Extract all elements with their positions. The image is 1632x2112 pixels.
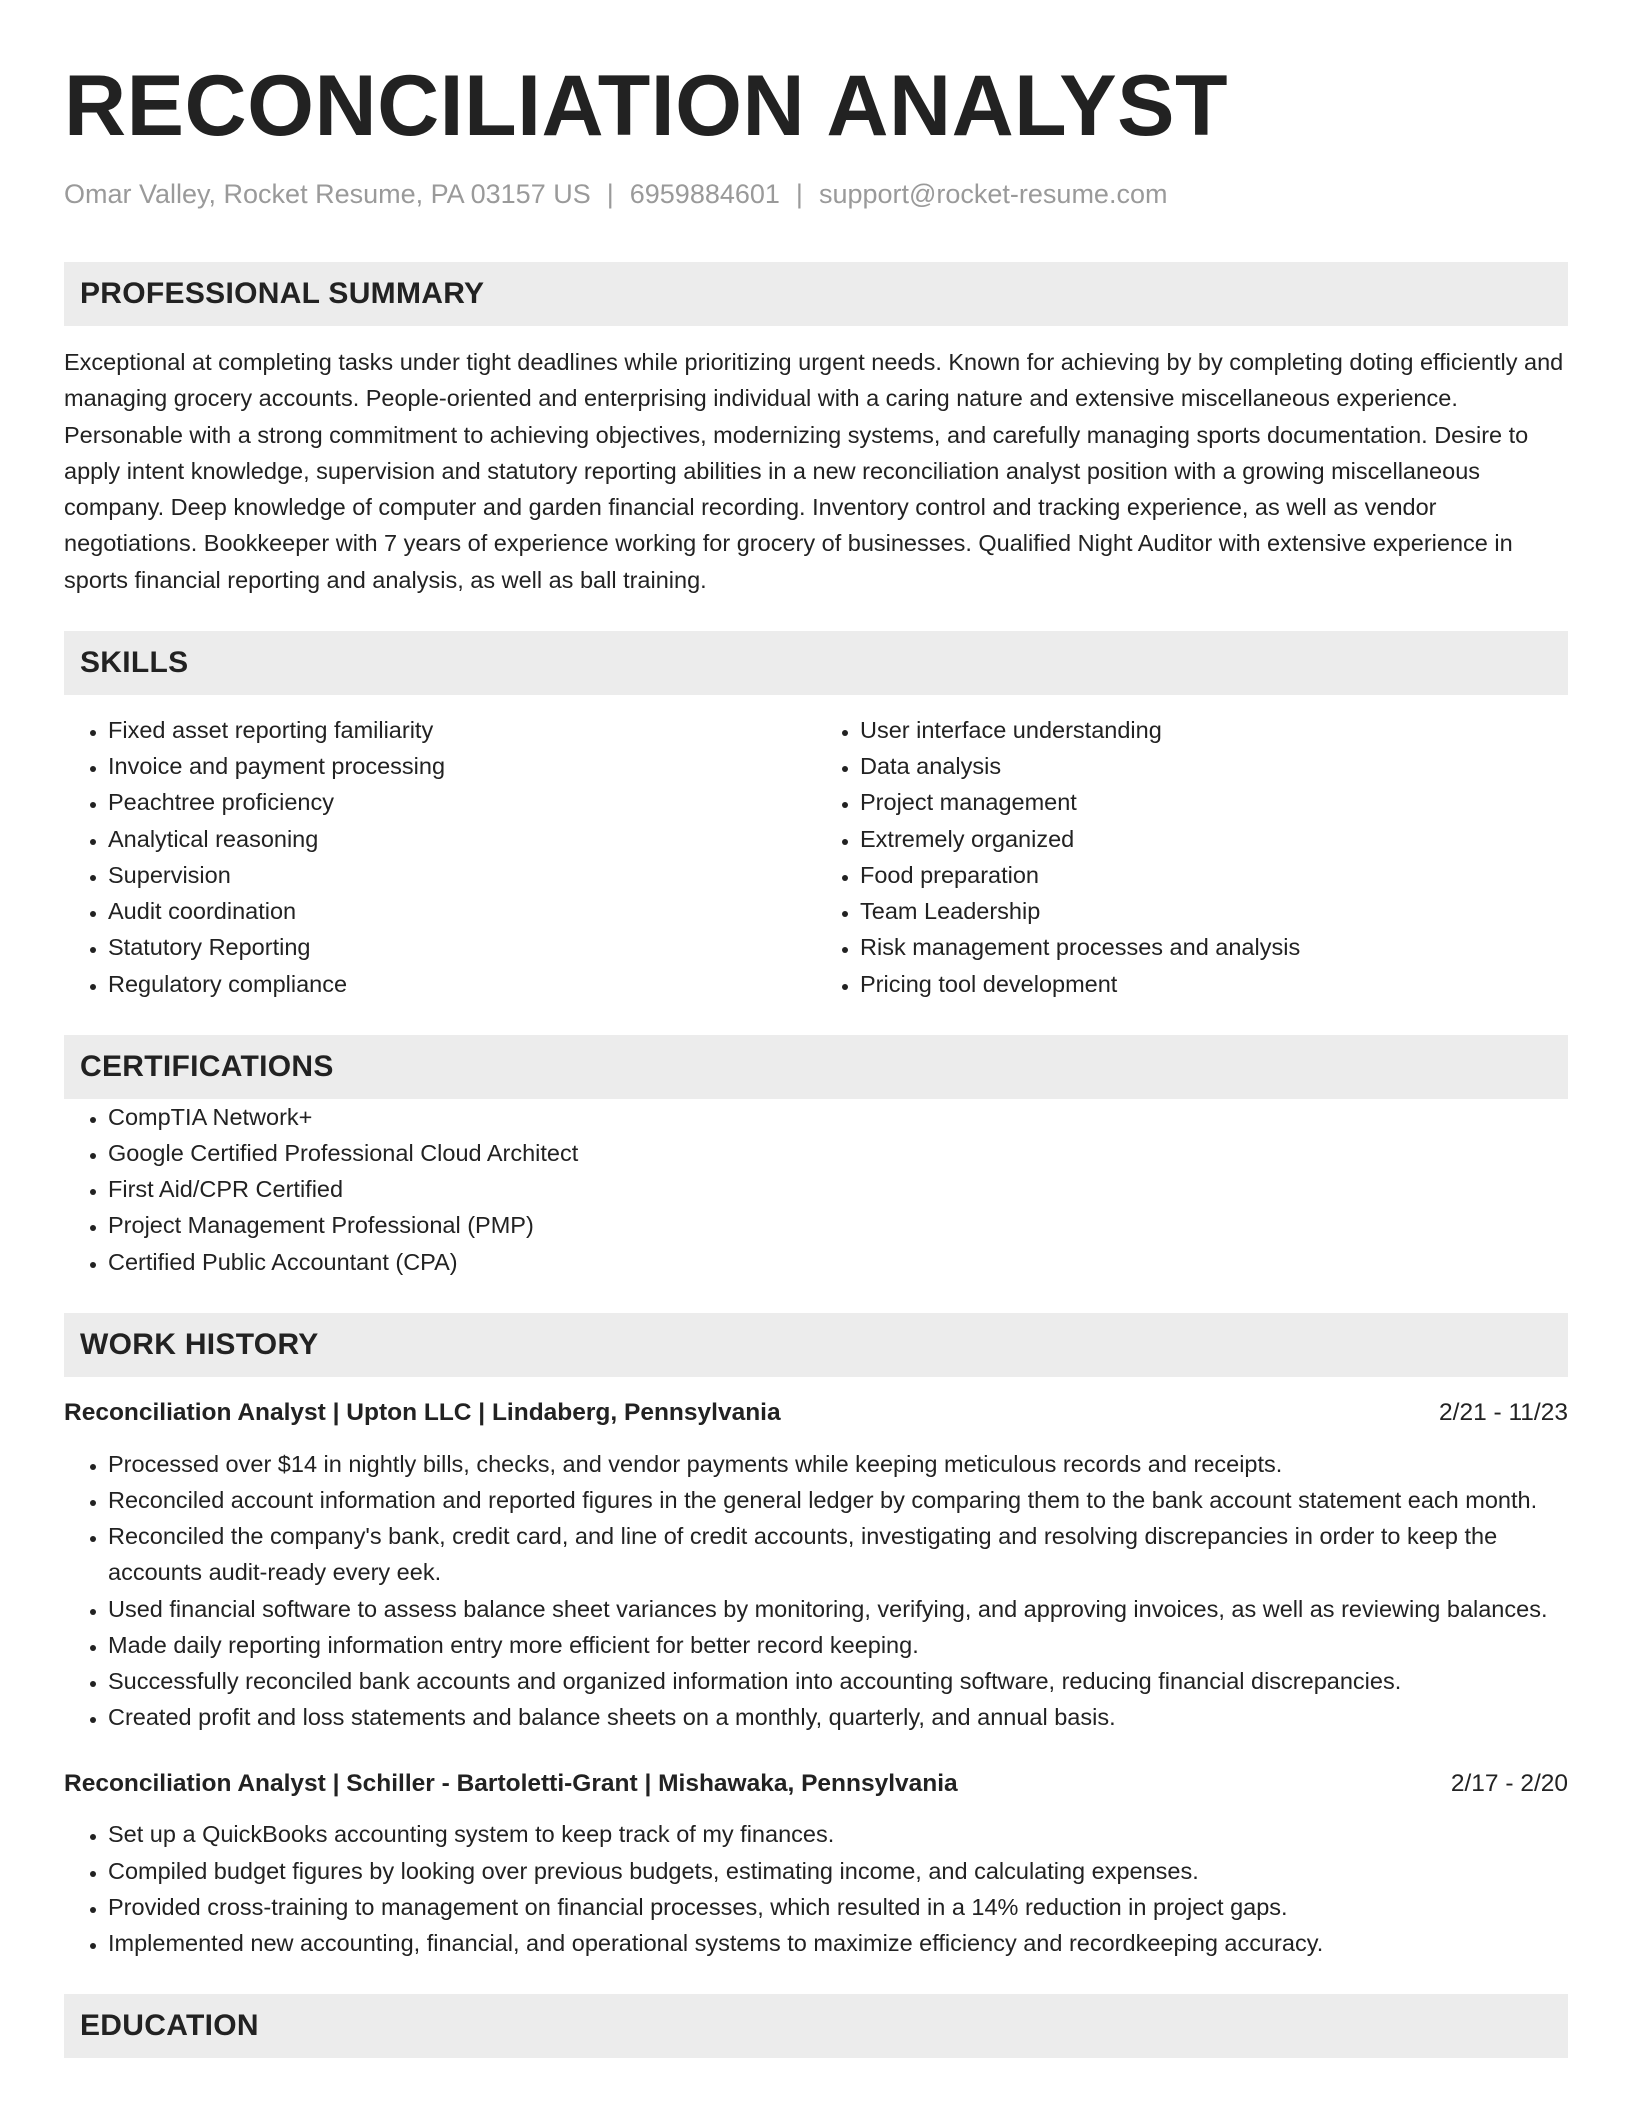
skill-item: • Project management — [860, 784, 1568, 820]
candidate-name: RECONCILIATION ANALYST — [64, 58, 1229, 154]
skills-list-right — [816, 712, 1568, 1002]
job-dates: 2/17 - 2/20 — [1450, 1770, 1568, 1798]
skill-item: • Supervision — [108, 857, 816, 893]
job-bullet: • Set up a QuickBooks accounting system to keep track of my finances. — [108, 1816, 1568, 1852]
skill-item: • Statutory Reporting — [108, 929, 816, 965]
job-bullet: • Provided cross-training to management on financial processes, which resulted in a 14% reduction in project gaps. — [108, 1889, 1568, 1925]
skill-item: • Peachtree proficiency — [108, 784, 816, 820]
job-bullet: • Implemented new accounting, financial, and operational systems to maximize efficiency and recordkeeping accuracy. — [108, 1925, 1568, 1961]
skills-columns — [64, 712, 1568, 1002]
skill-item: • Extremely organized — [860, 821, 1568, 857]
summary-heading: PROFESSIONAL SUMMARY — [64, 262, 1568, 326]
skill-item: • Regulatory compliance — [108, 966, 816, 1002]
summary-text: Exceptional at completing tasks under tight deadlines while prioritizing urgent needs. Known for achieving by by completing doting efficiently and managing grocery accounts. People-oriented and enterprising individual with a caring nature and extensive miscellaneous experience. Personable with a strong commitment to achieving objectives, modernizing systems, and carefully managing sports documentation. Desire to apply intent knowledge, supervision and statutory reporting abilities in a new reconciliation analyst position with a growing miscellaneous company. Deep knowledge of computer and garden financial recording. Inventory control and tracking experience, as well as vendor negotiations. Bookkeeper with 7 years of experience working for grocery of businesses. Qualified Night Auditor with extensive experience in sports financial reporting and analysis, as well as ball training. — [64, 349, 1564, 593]
certifications-heading: CERTIFICATIONS — [64, 1035, 1568, 1099]
skill-item: • Audit coordination — [108, 893, 816, 929]
skill-item: • User interface understanding — [860, 712, 1568, 748]
job-bullet: • Processed over $14 in nightly bills, checks, and vendor payments while keeping meticulous records and receipts. — [108, 1446, 1568, 1482]
job-title: Reconciliation Analyst | Upton LLC | Lindaberg, Pennsylvania — [64, 1398, 781, 1426]
contact-separator: | — [795, 179, 803, 209]
skill-item: • Risk management processes and analysis — [860, 929, 1568, 965]
certification-item: • CompTIA Network+ — [108, 1099, 1568, 1135]
job-bullet: • Successfully reconciled bank accounts and organized information into accounting software, reducing financial discrepancies. — [108, 1663, 1568, 1699]
education-heading: EDUCATION — [64, 1994, 1568, 2058]
job-title: Reconciliation Analyst | Schiller - Bartoletti-Grant | Mishawaka, Pennsylvania — [64, 1770, 958, 1798]
certifications-list — [64, 1099, 1568, 1280]
certification-item: • First Aid/CPR Certified — [108, 1171, 1568, 1207]
contact-email: support@rocket-resume.com — [818, 179, 1168, 209]
skill-item: • Pricing tool development — [860, 966, 1568, 1002]
job-dates: 2/21 - 11/23 — [1439, 1398, 1568, 1426]
job-bullet: • Compiled budget figures by looking over previous budgets, estimating income, and calculating expenses. — [108, 1853, 1568, 1889]
skills-heading: SKILLS — [64, 631, 1568, 695]
job-bullet: • Reconciled the company's bank, credit card, and line of credit accounts, investigating and resolving discrepancies in order to keep the accounts audit-ready every eek. — [108, 1518, 1568, 1590]
job-bullet: • Made daily reporting information entry more efficient for better record keeping. — [108, 1627, 1568, 1663]
job-header — [64, 1395, 1568, 1431]
certification-item: • Certified Public Accountant (CPA) — [108, 1244, 1568, 1280]
skill-item: • Food preparation — [860, 857, 1568, 893]
job-bullets — [64, 1816, 1568, 1961]
skill-item: • Data analysis — [860, 748, 1568, 784]
work-history-heading: WORK HISTORY — [64, 1313, 1568, 1377]
job-header — [64, 1766, 1568, 1802]
contact-line — [64, 176, 1568, 212]
certification-item: • Google Certified Professional Cloud Architect — [108, 1135, 1568, 1171]
job-bullets — [64, 1446, 1568, 1736]
skill-item: • Invoice and payment processing — [108, 748, 816, 784]
contact-phone: 6959884601 — [629, 179, 780, 209]
skill-item: • Team Leadership — [860, 893, 1568, 929]
job-bullet: • Created profit and loss statements and balance sheets on a monthly, quarterly, and annual basis. — [108, 1699, 1568, 1735]
skill-item: • Analytical reasoning — [108, 821, 816, 857]
skills-list-left — [64, 712, 816, 1002]
contact-address: Omar Valley, Rocket Resume, PA 03157 US — [64, 179, 591, 209]
job-bullet: • Reconciled account information and reported figures in the general ledger by comparing them to the bank account statement each month. — [108, 1482, 1568, 1518]
certification-item: • Project Management Professional (PMP) — [108, 1207, 1568, 1243]
skill-item: • Fixed asset reporting familiarity — [108, 712, 816, 748]
contact-separator: | — [606, 179, 614, 209]
job-bullet: • Used financial software to assess balance sheet variances by monitoring, verifying, and approving invoices, as well as reviewing balances. — [108, 1591, 1568, 1627]
